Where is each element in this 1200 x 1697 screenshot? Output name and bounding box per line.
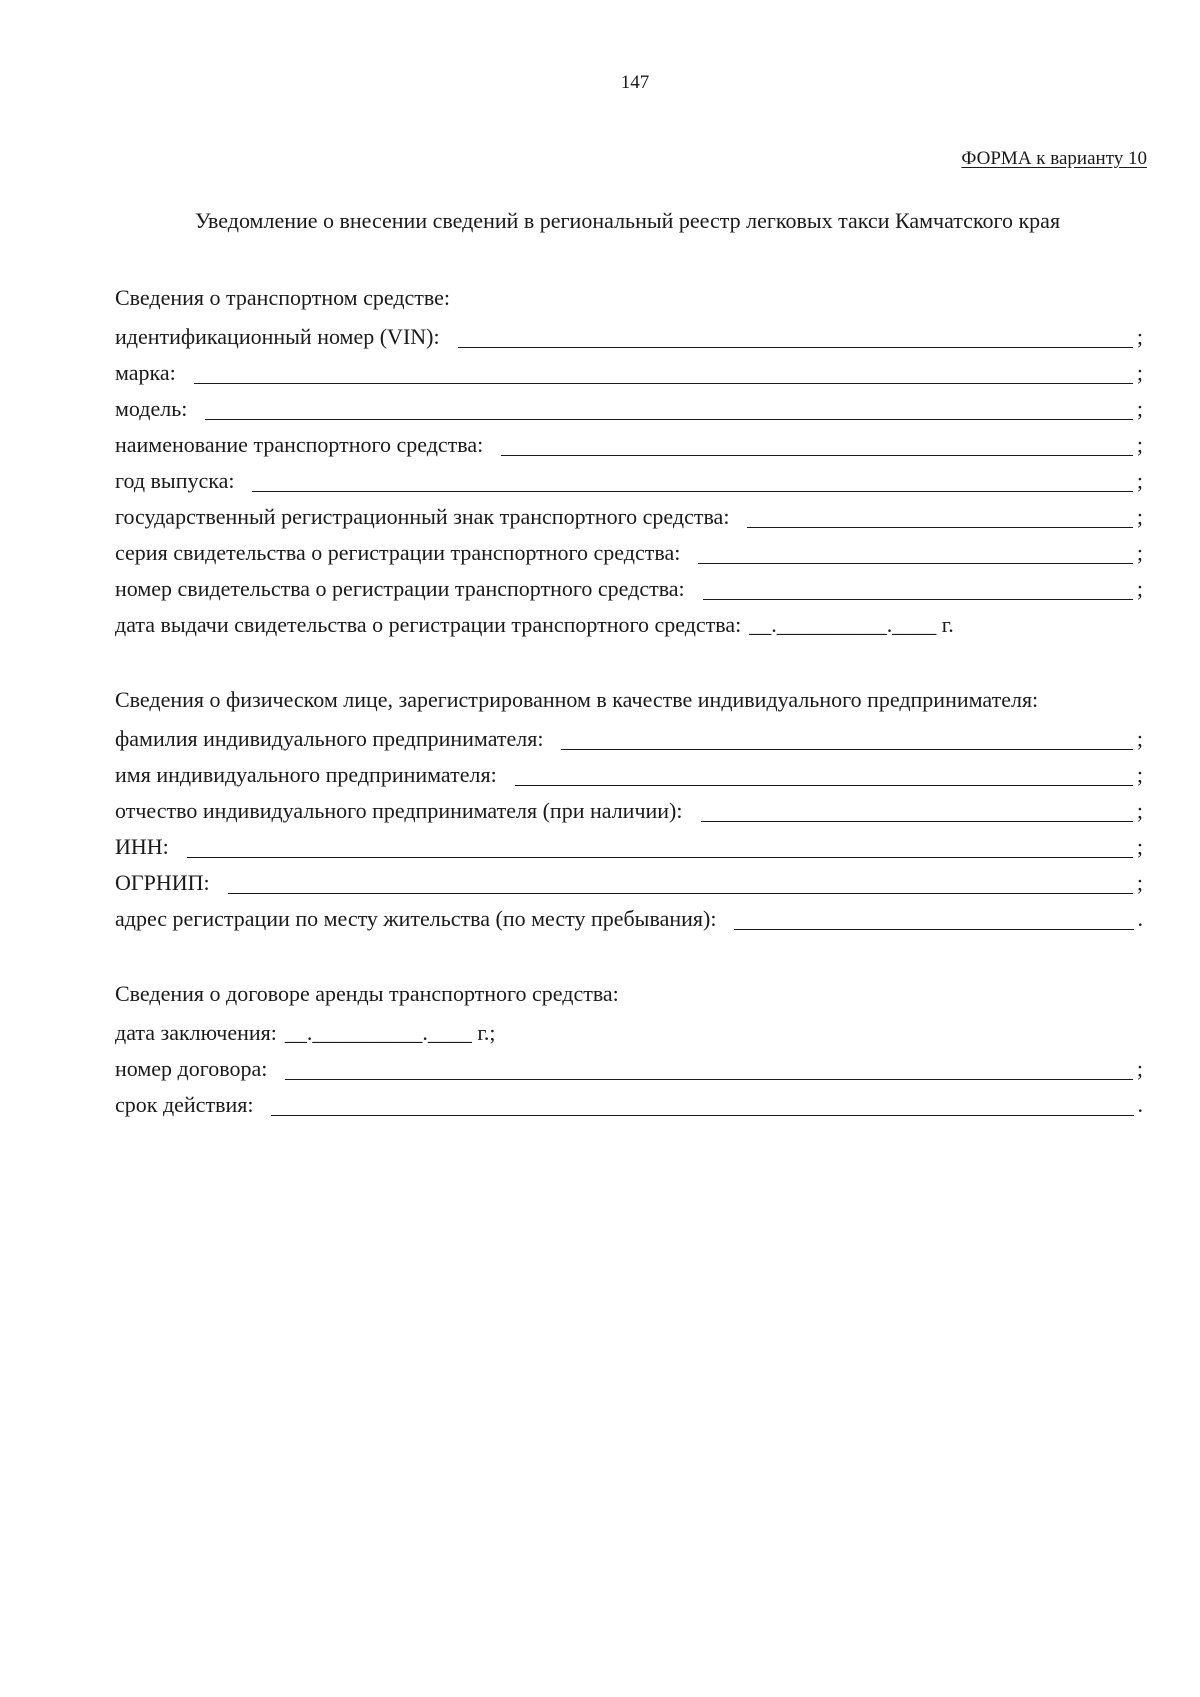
address-label: адрес регистрации по месту жительства (по месту пребывания): — [115, 906, 717, 931]
lease-date-label: дата заключения: — [115, 1020, 277, 1045]
plate-field[interactable] — [747, 503, 1132, 528]
contract-number-row — [115, 1048, 1143, 1084]
year-end-mark: ; — [1136, 468, 1143, 493]
model-end-mark: ; — [1136, 396, 1143, 421]
first-name-label: имя индивидуального предпринимателя: — [115, 762, 497, 787]
cert-series-end-mark: ; — [1136, 540, 1143, 565]
address-field[interactable] — [734, 905, 1133, 930]
first-name-end-mark: ; — [1136, 762, 1143, 787]
cert-number-end-mark: ; — [1136, 576, 1143, 601]
vehicle-section — [115, 280, 1143, 640]
lease-section — [115, 976, 1143, 1120]
first-name-field[interactable] — [515, 761, 1133, 786]
term-row — [115, 1084, 1143, 1120]
plate-end-mark: ; — [1136, 504, 1143, 529]
surname-field[interactable] — [561, 725, 1132, 750]
brand-label: марка: — [115, 360, 176, 385]
cert-series-field[interactable] — [698, 539, 1133, 564]
patronymic-row — [115, 790, 1143, 826]
vehicle-heading: Сведения о транспортном средстве: — [115, 285, 451, 310]
cert-date-row — [115, 604, 1143, 640]
vehicle-name-field[interactable] — [501, 431, 1133, 456]
model-label: модель: — [115, 396, 188, 421]
ogrnip-row — [115, 862, 1143, 898]
cert-number-field[interactable] — [703, 575, 1133, 600]
inn-label: ИНН: — [115, 834, 169, 859]
lease-date-field[interactable]: __.__________.____ г.; — [284, 1020, 496, 1045]
lease-date-row — [115, 1012, 1143, 1048]
contract-number-label: номер договора: — [115, 1056, 268, 1081]
cert-series-label: серия свидетельства о регистрации транспортного средства: — [115, 540, 681, 565]
term-label: срок действия: — [115, 1092, 254, 1117]
patronymic-field[interactable] — [701, 797, 1133, 822]
patronymic-label: отчество индивидуального предпринимателя (при наличии): — [115, 798, 683, 823]
year-field[interactable] — [252, 467, 1132, 492]
contract-number-end-mark: ; — [1136, 1056, 1143, 1081]
cert-date-field[interactable]: __.__________.____ г. — [749, 612, 954, 637]
cert-date-label: дата выдачи свидетельства о регистрации транспортного средства: — [115, 612, 742, 637]
vin-field[interactable] — [458, 323, 1133, 348]
plate-row — [115, 496, 1143, 532]
plate-label: государственный регистрационный знак транспортного средства: — [115, 504, 730, 529]
brand-row — [115, 352, 1143, 388]
inn-end-mark: ; — [1136, 834, 1143, 859]
surname-label: фамилия индивидуального предпринимателя: — [115, 726, 544, 751]
model-row — [115, 388, 1143, 424]
term-field[interactable] — [271, 1091, 1133, 1116]
vehicle-name-label: наименование транспортного средства: — [115, 432, 484, 457]
entrepreneur-section — [115, 682, 1143, 934]
vin-row — [115, 316, 1143, 352]
page-number: 147 — [620, 72, 650, 93]
inn-field[interactable] — [187, 833, 1133, 858]
form-reference: ФОРМА к варианту 10 — [961, 148, 1147, 169]
year-label: год выпуска: — [115, 468, 235, 493]
document-title: Уведомление о внесении сведений в региональный реестр легковых такси Камчатского края — [194, 208, 1061, 233]
term-end-mark: . — [1137, 1092, 1143, 1117]
vehicle-name-row — [115, 424, 1143, 460]
inn-row — [115, 826, 1143, 862]
address-end-mark: . — [1137, 906, 1143, 931]
cert-series-row — [115, 532, 1143, 568]
year-row — [115, 460, 1143, 496]
vehicle-name-end-mark: ; — [1136, 432, 1143, 457]
surname-end-mark: ; — [1136, 726, 1143, 751]
ogrnip-end-mark: ; — [1136, 870, 1143, 895]
address-row — [115, 898, 1143, 934]
brand-field[interactable] — [194, 359, 1133, 384]
ogrnip-field[interactable] — [228, 869, 1133, 894]
model-field[interactable] — [205, 395, 1133, 420]
cert-number-row — [115, 568, 1143, 604]
surname-row — [115, 718, 1143, 754]
contract-number-field[interactable] — [285, 1055, 1133, 1080]
ogrnip-label: ОГРНИП: — [115, 870, 210, 895]
brand-end-mark: ; — [1136, 360, 1143, 385]
entrepreneur-heading: Сведения о физическом лице, зарегистрированном в качестве индивидуального предпринимателя: — [115, 687, 1039, 712]
first-name-row — [115, 754, 1143, 790]
cert-number-label: номер свидетельства о регистрации транспортного средства: — [115, 576, 685, 601]
vin-end-mark: ; — [1136, 324, 1143, 349]
lease-heading: Сведения о договоре аренды транспортного средства: — [115, 981, 619, 1006]
vin-label: идентификационный номер (VIN): — [115, 324, 440, 349]
patronymic-end-mark: ; — [1136, 798, 1143, 823]
